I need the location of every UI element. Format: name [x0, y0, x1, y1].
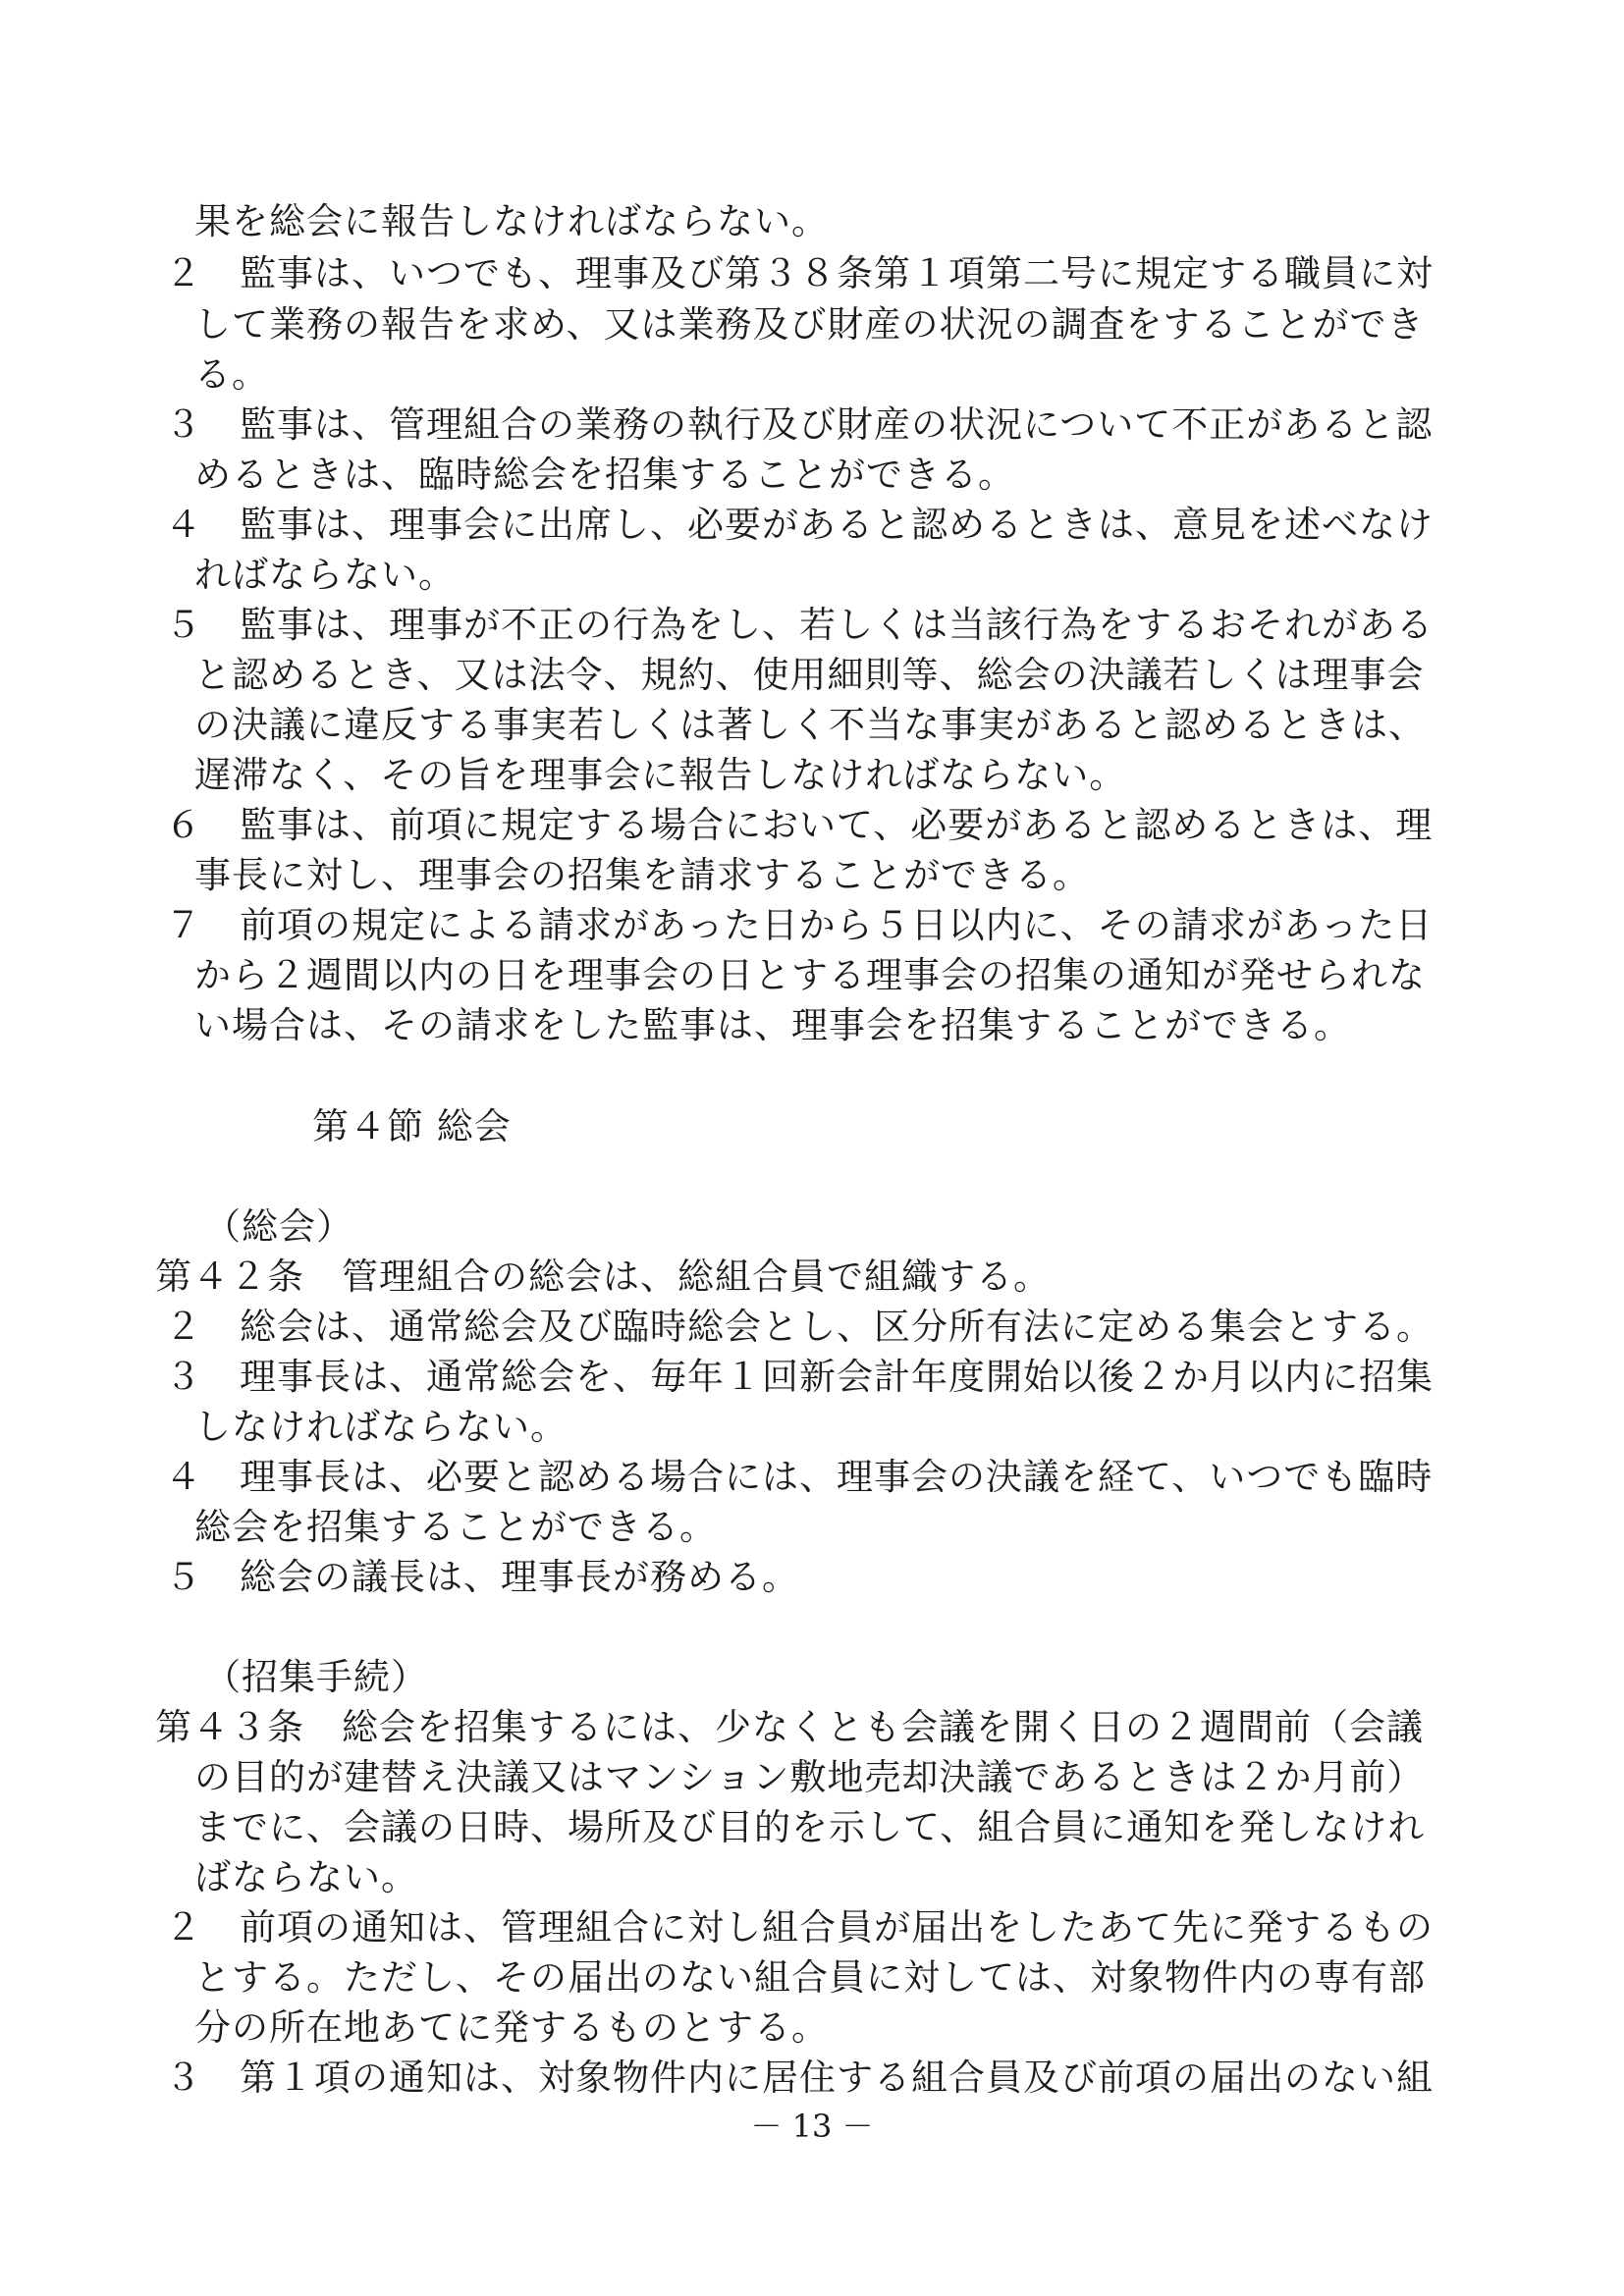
text-line: 分の所在地あてに発するものとする。: [194, 2006, 829, 2049]
text-line: ６ 監事は、前項に規定する場合において、必要があると認めるときは、理: [165, 804, 1434, 846]
text-line: ３ 監事は、管理組合の業務の執行及び財産の状況について不正があると認: [165, 403, 1434, 446]
article-caption: （招集手続）: [204, 1656, 428, 1698]
text-line: 事長に対し、理事会の招集を請求することができる。: [194, 854, 1090, 896]
article-line: 第４３条 総会を招集するには、少なくとも会議を開く日の２週間前（会議: [155, 1706, 1424, 1748]
section-heading: 第４節 総会: [312, 1105, 512, 1148]
page-number: － 13 －: [750, 2108, 874, 2145]
text-line: ３ 第１項の通知は、対象物件内に居住する組合員及び前項の届出のない組: [165, 2056, 1434, 2099]
text-line: から２週間以内の日を理事会の日とする理事会の招集の通知が発せられな: [194, 954, 1426, 996]
text-line: までに、会議の日時、場所及び目的を示して、組合員に通知を発しなけれ: [194, 1806, 1426, 1848]
text-line: して業務の報告を求め、又は業務及び財産の状況の調査をすることができ: [194, 303, 1425, 346]
text-line: ５ 監事は、理事が不正の行為をし、若しくは当該行為をするおそれがある: [165, 604, 1434, 646]
text-line: る。: [194, 353, 269, 396]
text-line: めるときは、臨時総会を招集することができる。: [194, 454, 1015, 496]
text-line: しなければならない。: [194, 1406, 568, 1448]
text-line: と認めるとき、又は法令、規約、使用細則等、総会の決議若しくは理事会: [194, 654, 1425, 696]
text-line: とする。ただし、その届出のない組合員に対しては、対象物件内の専有部: [194, 1956, 1426, 1999]
text-line: ２ 監事は、いつでも、理事及び第３８条第１項第二号に規定する職員に対: [165, 252, 1434, 294]
text-line: ２ 前項の通知は、管理組合に対し組合員が届出をしたあて先に発するもの: [165, 1906, 1434, 1949]
text-line: ればならない。: [194, 554, 456, 596]
text-line: の決議に違反する事実若しくは著しく不当な事実があると認めるときは、: [194, 704, 1426, 746]
text-line: い場合は、その請求をした監事は、理事会を招集することができる。: [194, 1004, 1351, 1046]
text-line: の目的が建替え決議又はマンション敷地売却決議であるときは２か月前）: [194, 1756, 1425, 1798]
text-line: 総会を招集することができる。: [194, 1506, 717, 1548]
text-line: ２ 総会は、通常総会及び臨時総会とし、区分所有法に定める集会とする。: [165, 1306, 1434, 1348]
text-line: 遅滞なく、その旨を理事会に報告しなければならない。: [194, 754, 1127, 796]
text-line: ４ 監事は、理事会に出席し、必要があると認めるときは、意見を述べなけ: [165, 504, 1434, 546]
text-line: ４ 理事長は、必要と認める場合には、理事会の決議を経て、いつでも臨時: [165, 1456, 1434, 1498]
text-line: ばならない。: [194, 1856, 418, 1898]
text-line: ３ 理事長は、通常総会を、毎年１回新会計年度開始以後２か月以内に招集: [165, 1356, 1434, 1398]
article-caption: （総会）: [204, 1205, 353, 1248]
text-line: ５ 総会の議長は、理事長が務める。: [165, 1556, 799, 1598]
text-line: ７ 前項の規定による請求があった日から５日以内に、その請求があった日: [165, 904, 1434, 946]
article-line: 第４２条 管理組合の総会は、総組合員で組織する。: [155, 1255, 1051, 1298]
text-line: 果を総会に報告しなければならない。: [194, 200, 829, 242]
